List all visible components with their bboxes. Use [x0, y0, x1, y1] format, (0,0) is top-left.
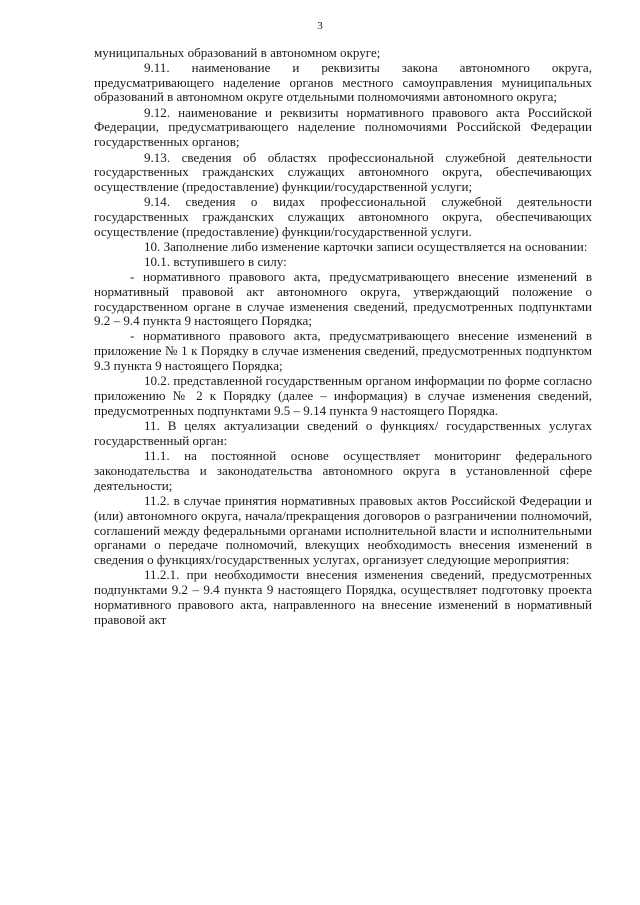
paragraph-11: 11. В целях актуализации сведений о функциях/ государственных услугах государственный орган:: [94, 417, 592, 448]
paragraph-11-2-1: 11.2.1. при необходимости внесения изменения сведений, предусмотренных подпунктами 9.2 – 9.4 пункта 9 настоящего Порядка, осуществляет подготовку проекта нормативного правового акта, направленного на внесение изменений в нормативный правовой акт: [94, 567, 592, 627]
paragraph-11-2: 11.2. в случае принятия нормативных правовых актов Российской Федерации и (или) автономного округа, начала/прекращения договоров о разграничении полномочий, соглашений между федеральными органами исполнительной власти и исполнительными органами о передаче полномочий, влекущих необходимость внесения изменений в сведения о функциях/государственных услугах, организует следующие мероприятия:: [94, 492, 592, 568]
list-item-dash: - нормативного правового акта, предусматривающего внесение изменений в приложение № 1 к Порядку в случае изменения сведений, предусмотренных подпунктом 9.3 пункта 9 настоящего Порядка;: [94, 328, 592, 373]
document-body: [94, 46, 592, 628]
paragraph-9-13: 9.13. сведения об областях профессиональной служебной деятельности государственных гражданских служащих автономного округа, обеспечивающих осуществление (предоставление) функции/государственной услуги;: [94, 149, 592, 195]
paragraph: муниципальных образований в автономном округе;: [94, 45, 381, 60]
paragraph-9-14: 9.14. сведения о видах профессиональной служебной деятельности государственных гражданских служащих автономного округа, обеспечивающих осуществление (предоставление) функции/государственной услуги.: [94, 194, 592, 240]
paragraph-11-1: 11.1. на постоянной основе осуществляет мониторинг федерального законодательства и законодательства автономного округа в установленной сфере деятельности;: [94, 448, 592, 493]
paragraph-10: 10. Заполнение либо изменение карточки записи осуществляется на основании:: [144, 239, 588, 255]
page-number: 3: [317, 20, 323, 32]
list-item-dash: - нормативного правового акта, предусматривающего внесение изменений в нормативный правовой акт автономного округа, утверждающий положение о государственном органе в случае изменения сведений, предусмотренных подпунктами 9.2 – 9.4 пункта 9 настоящего Порядка;: [94, 268, 592, 329]
paragraph-10-2: 10.2. представленной государственным органом информации по форме согласно приложению № 2 к Порядку (далее – информация) в случае изменения сведений, предусмотренных подпунктами 9.5 – 9.14 пункта 9 настоящего Порядка.: [94, 373, 592, 418]
paragraph-10-1: 10.1. вступившего в силу:: [144, 254, 287, 270]
paragraph-9-12: 9.12. наименование и реквизиты нормативного правового акта Российской Федерации, предусматривающего наделение полномочиями Российской Федерации государственных органов;: [94, 104, 592, 150]
paragraph-9-11: 9.11. наименование и реквизиты закона автономного округа, предусматривающего наделение органов местного самоуправления муниципальных образований в автономном округе отдельными полномочиями автономного округа;: [94, 59, 592, 105]
